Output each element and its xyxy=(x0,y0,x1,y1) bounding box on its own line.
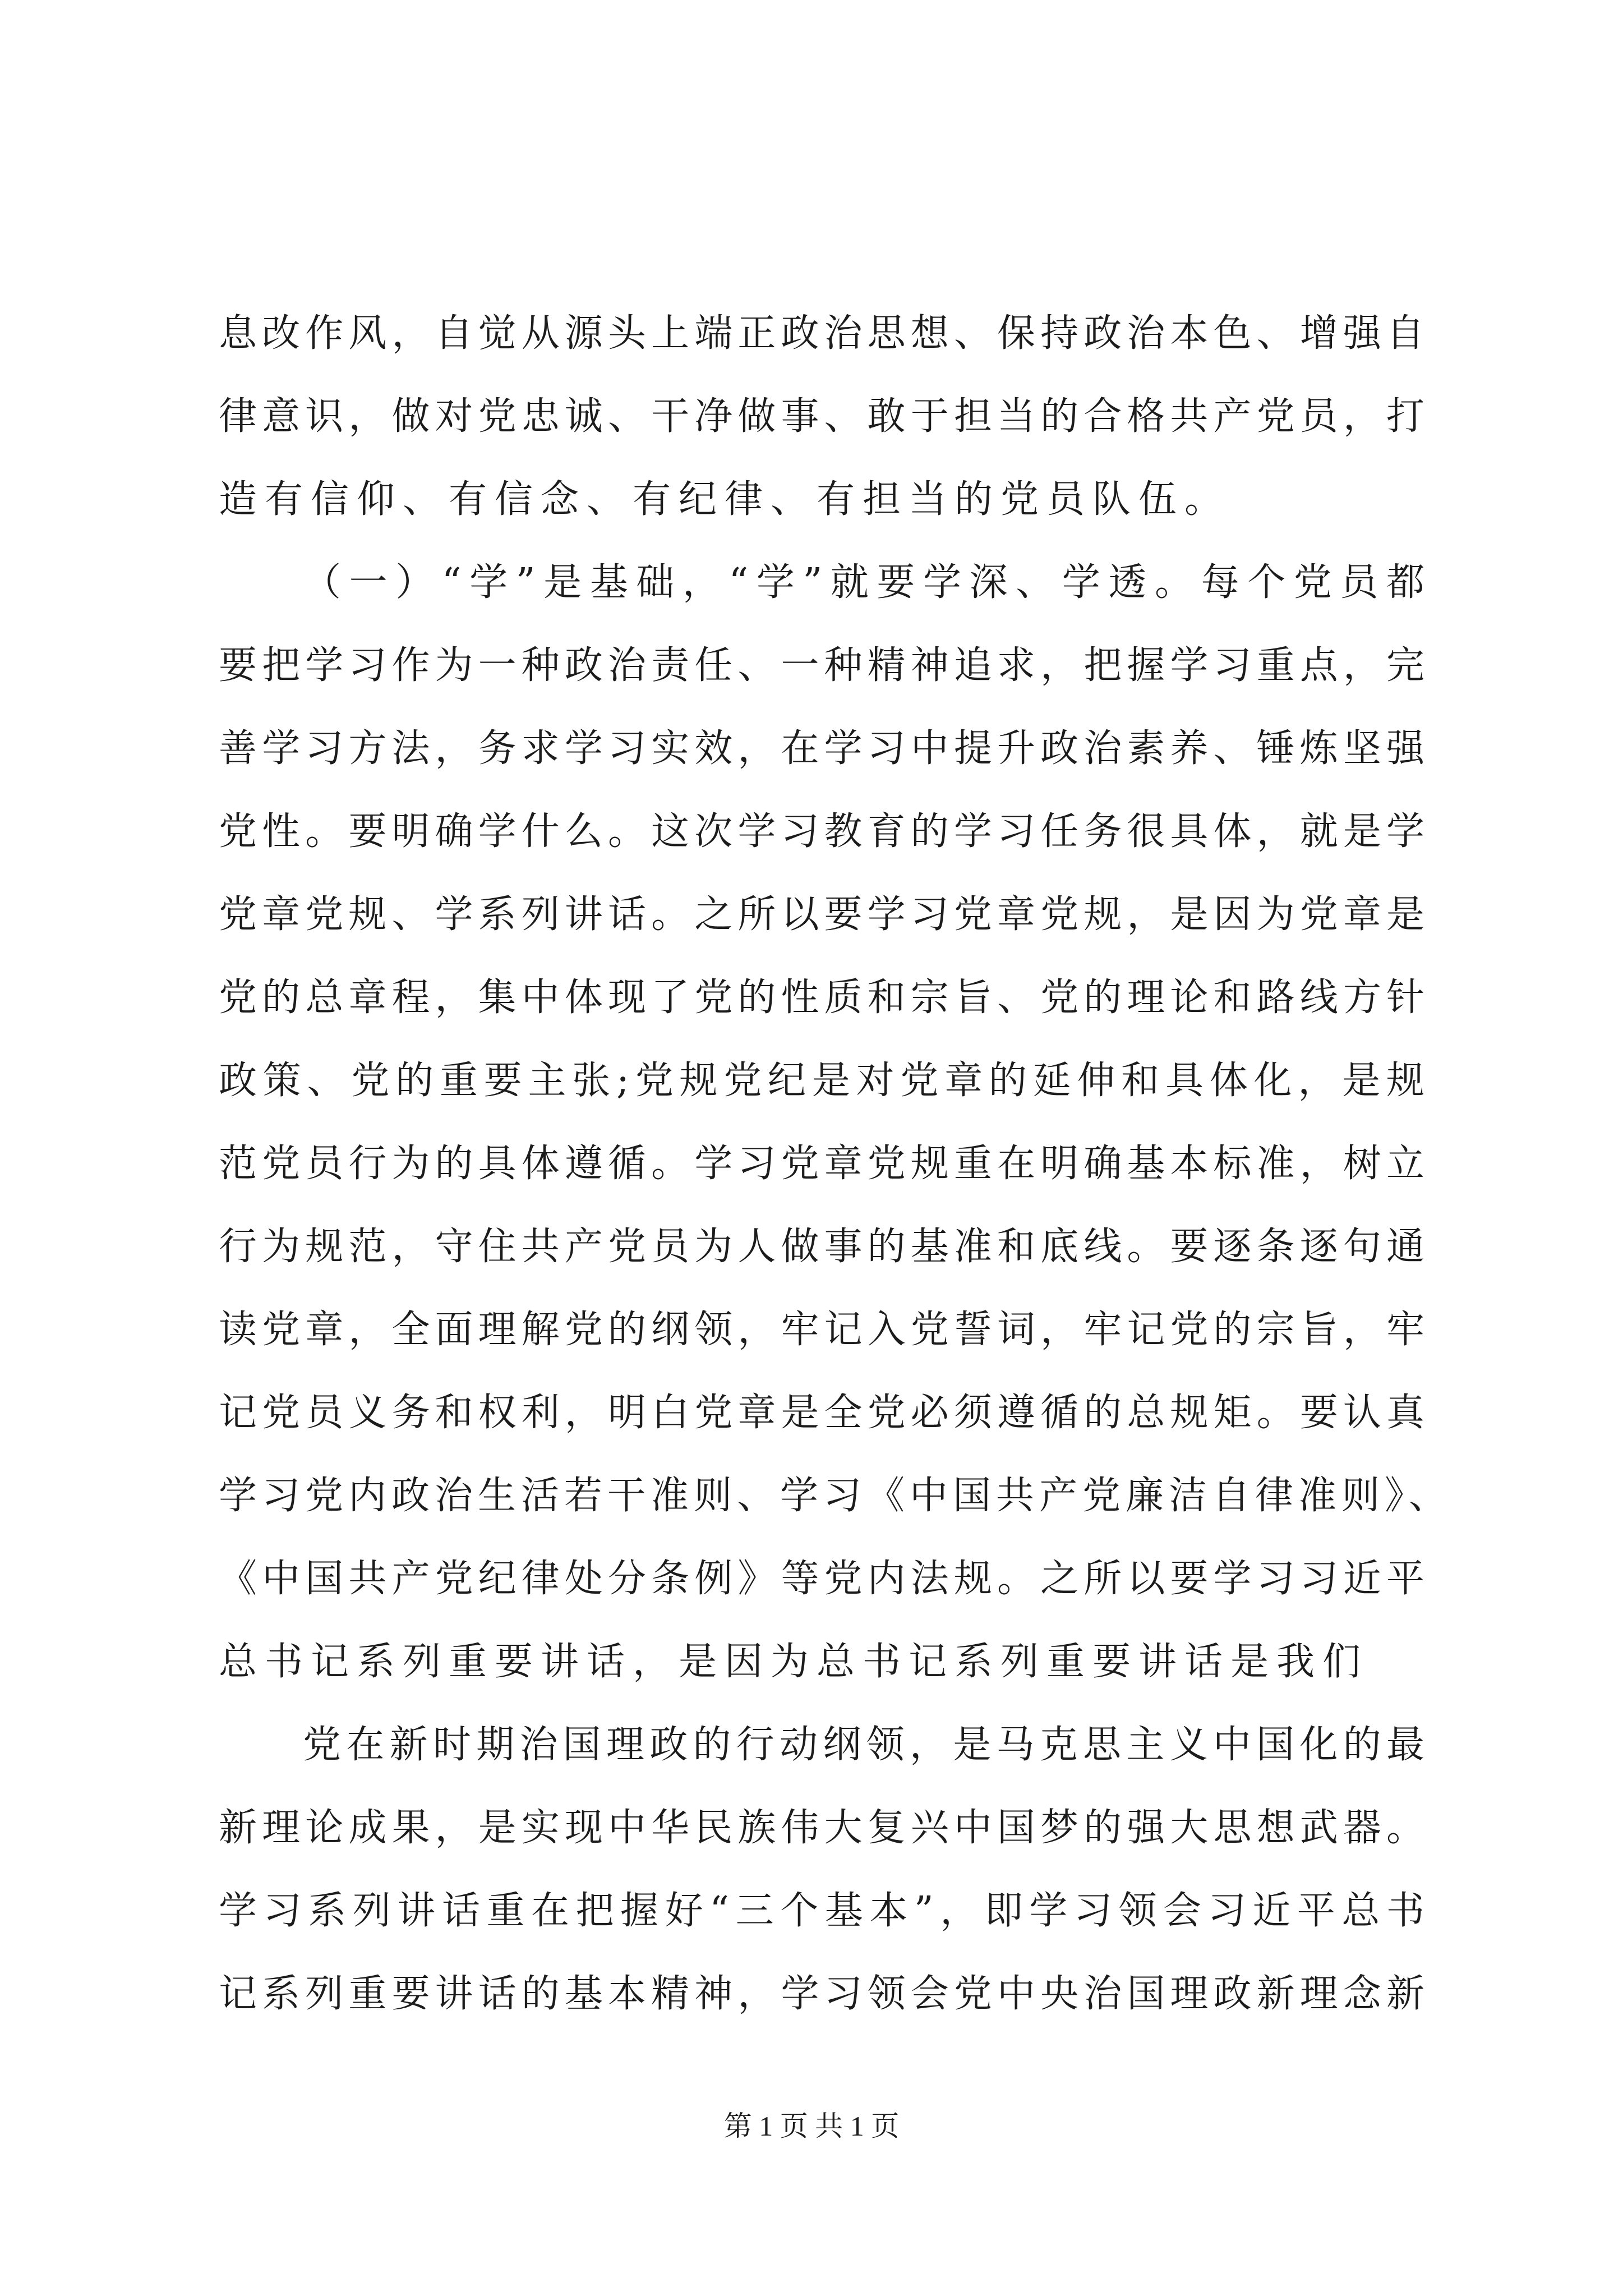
paragraph-line: 党性。要明确学什么。这次学习教育的学习任务很具体，就是学 xyxy=(219,809,1424,854)
paragraph-line: 要把学习作为一种政治责任、一种精神追求，把握学习重点，完 xyxy=(219,643,1424,688)
paragraph-line: 党章党规、学系列讲话。之所以要学习党章党规，是因为党章是 xyxy=(219,892,1424,937)
paragraph-line: 学习党内政治生活若干准则、学习《中国共产党廉洁自律准则》、 xyxy=(219,1474,1447,1518)
paragraph-line: 学习系列讲话重在把握好“三个基本”，即学习领会习近平总书 xyxy=(219,1889,1424,1933)
paragraph-line: 律意识，做对党忠诚、干净做事、敢于担当的合格共产党员，打 xyxy=(219,394,1424,439)
paragraph-line: 记系列重要讲话的基本精神，学习领会党中央治国理政新理念新 xyxy=(219,1972,1424,2016)
paragraph-line: 行为规范，守住共产党员为人做事的基准和底线。要逐条逐句通 xyxy=(219,1225,1424,1269)
paragraph-line: 新理论成果，是实现中华民族伟大复兴中国梦的强大思想武器。 xyxy=(219,1806,1424,1850)
page-number-footer: 第 1 页 共 1 页 xyxy=(723,2110,900,2142)
paragraph-line: 记党员义务和权利，明白党章是全党必须遵循的总规矩。要认真 xyxy=(219,1391,1424,1435)
paragraph-line: 总书记系列重要讲话，是因为总书记系列重要讲话是我们 xyxy=(219,1640,1369,1684)
paragraph-line: 《中国共产党纪律处分条例》等党内法规。之所以要学习习近平 xyxy=(219,1557,1424,1601)
paragraph-line: 政策、党的重要主张;党规党纪是对党章的延伸和具体化，是规 xyxy=(219,1059,1424,1103)
paragraph-line: 息改作风，自觉从源头上端正政治思想、保持政治本色、增强自 xyxy=(219,311,1424,356)
paragraph-line: （一）“学”是基础，“学”就要学深、学透。每个党员都 xyxy=(303,560,1424,605)
paragraph-line: 善学习方法，务求学习实效，在学习中提升政治素养、锤炼坚强 xyxy=(219,726,1424,771)
paragraph-line: 读党章，全面理解党的纲领，牢记入党誓词，牢记党的宗旨，牢 xyxy=(219,1308,1424,1352)
paragraph-line: 党的总章程，集中体现了党的性质和宗旨、党的理论和路线方针 xyxy=(219,976,1424,1020)
paragraph-line: 范党员行为的具体遵循。学习党章党规重在明确基本标准，树立 xyxy=(219,1142,1424,1186)
paragraph-line: 造有信仰、有信念、有纪律、有担当的党员队伍。 xyxy=(219,477,1231,522)
paragraph-line: 党在新时期治国理政的行动纲领，是马克思主义中国化的最 xyxy=(303,1723,1424,1767)
